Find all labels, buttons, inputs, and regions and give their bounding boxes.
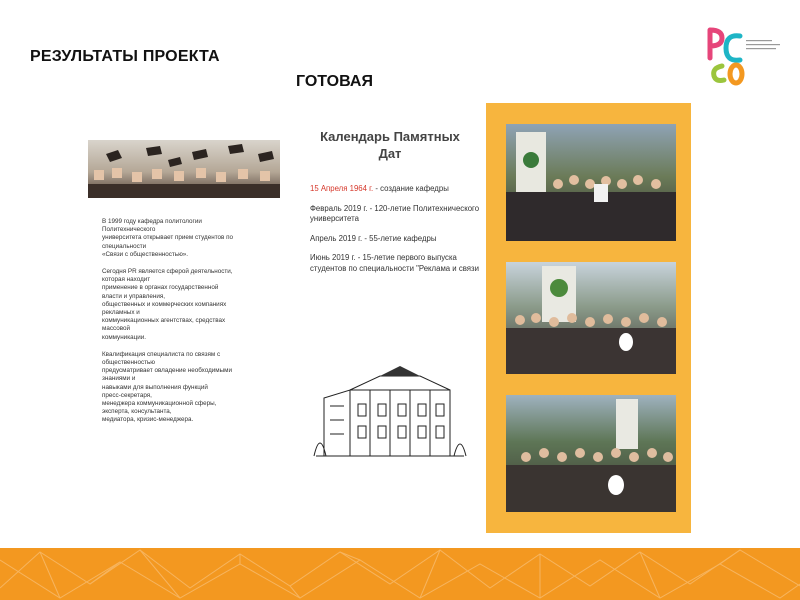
paragraph: Сегодня PR является сферой деятельности, которая находит применение в органах государственной власти и управления, общественных и коммерческих компаниях рекламных и коммуникационных агентствах, средствах массовой коммуникации. <box>102 268 233 341</box>
photos-panel <box>486 103 691 533</box>
paragraph: В 1999 году кафедра политологии Политехнического университета открывает прием студентов по специальности «Связи с общественностью». <box>102 218 234 258</box>
event-date: Февраль 2019 г. <box>310 203 368 213</box>
calendar-panel <box>300 120 480 490</box>
group-photo-icon <box>506 395 676 512</box>
event-item <box>310 204 480 225</box>
graduates-crowd-icon <box>88 140 280 198</box>
paragraph: Квалификация специалиста по связям с общественностью предусматривает овладение необходимыми знаниями и навыками для выполнения функций пресс-секретаря, менеджера коммуникационной сферы, эксперта, консультанта, медиатора, кризис-менеджера. <box>102 350 232 424</box>
building-sketch-icon <box>310 360 470 466</box>
students-photo-3 <box>506 395 676 512</box>
group-photo-icon <box>506 262 676 374</box>
intro-text <box>102 218 272 434</box>
students-photo-1 <box>506 124 676 241</box>
event-text: - 55-летие кафедры <box>362 233 437 243</box>
left-panel <box>88 140 280 470</box>
event-text: - 15-летие первого выпуска студентов по специальности "Реклама и связи <box>310 253 479 273</box>
events-list <box>310 184 480 283</box>
event-item <box>310 253 480 274</box>
students-photo-2 <box>506 262 676 374</box>
group-photo-icon <box>506 124 676 241</box>
event-item <box>310 184 480 195</box>
event-item <box>310 234 480 245</box>
footer-band <box>0 548 800 600</box>
event-date: Апрель 2019 г. <box>310 233 363 243</box>
university-logo-icon <box>706 22 786 88</box>
calendar-title: Календарь Памятных Дат <box>320 129 460 161</box>
event-date: Июнь 2019 г. <box>310 253 356 262</box>
event-date: 15 Апреля 1964 г. <box>310 184 374 193</box>
triangle-pattern-icon <box>0 548 800 600</box>
slide-title: РЕЗУЛЬТАТЫ ПРОЕКТА <box>30 48 220 65</box>
event-text: - 120-летие Политехнического университета <box>310 203 480 223</box>
event-text: - создание кафедры <box>373 184 449 193</box>
graduates-photo <box>88 140 280 198</box>
slide-subtitle: ГОТОВАЯ <box>296 73 373 90</box>
